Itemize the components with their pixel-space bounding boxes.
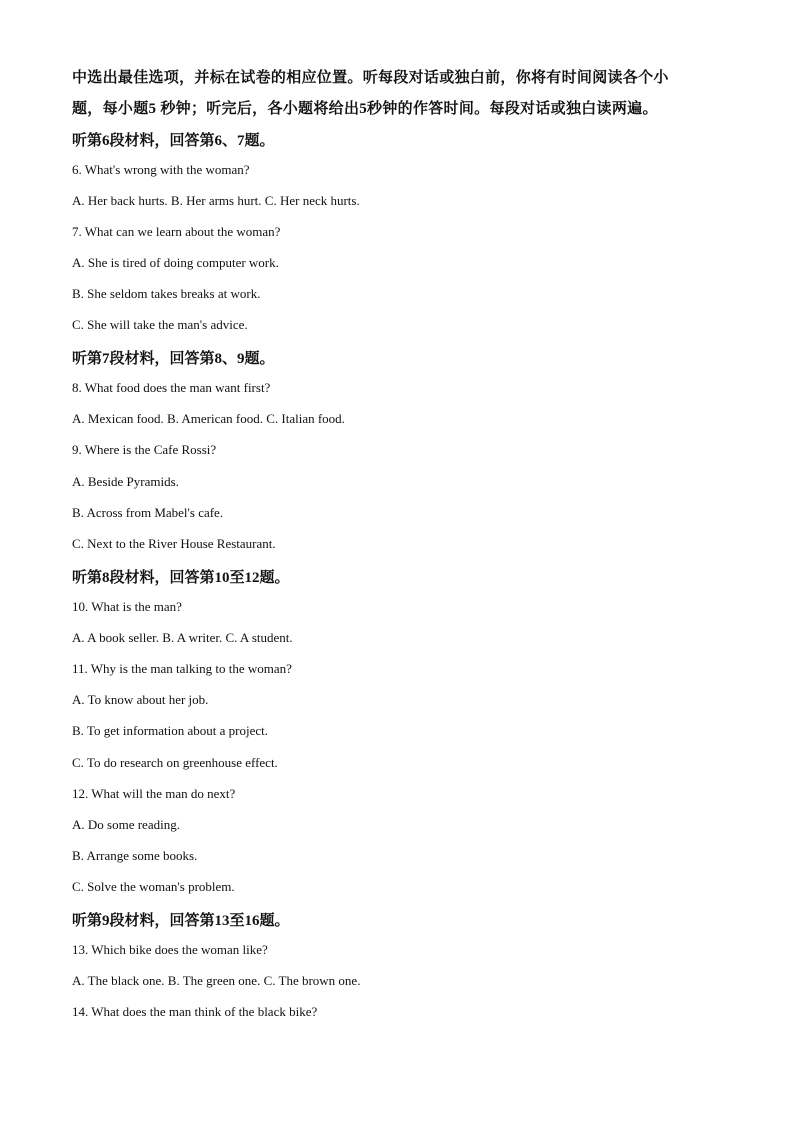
answer-option: B. She seldom takes breaks at work. — [72, 286, 261, 301]
answer-option: C. Solve the woman's problem. — [72, 879, 235, 894]
answer-options: A. The black one. B. The green one. C. The brown one. — [72, 973, 361, 988]
question-text: 13. Which bike does the woman like? — [72, 942, 268, 957]
answer-option: A. She is tired of doing computer work. — [72, 255, 279, 270]
intro-line-2: 题，每小题5 秒钟；听完后，各小题将给出5秒钟的作答时间。每段对话或独白读两遍。 — [72, 101, 658, 117]
question-text: 12. What will the man do next? — [72, 786, 236, 801]
section-heading: 听第7段材料，回答第8、9题。 — [72, 351, 275, 367]
answer-option: A. Beside Pyramids. — [72, 474, 179, 489]
question-text: 8. What food does the man want first? — [72, 380, 271, 395]
answer-option: B. To get information about a project. — [72, 723, 268, 738]
question-text: 9. Where is the Cafe Rossi? — [72, 442, 217, 457]
question-text: 10. What is the man? — [72, 599, 182, 614]
section-heading: 听第9段材料，回答第13至16题。 — [72, 913, 290, 929]
answer-options: A. A book seller. B. A writer. C. A student. — [72, 630, 293, 645]
answer-option: A. Do some reading. — [72, 817, 180, 832]
section-heading: 听第6段材料，回答第6、7题。 — [72, 133, 275, 149]
question-text: 11. Why is the man talking to the woman? — [72, 661, 292, 676]
answer-option: B. Arrange some books. — [72, 848, 198, 863]
answer-option: C. Next to the River House Restaurant. — [72, 536, 276, 551]
question-text: 7. What can we learn about the woman? — [72, 224, 281, 239]
answer-options: A. Mexican food. B. American food. C. Italian food. — [72, 411, 345, 426]
question-text: 6. What's wrong with the woman? — [72, 162, 250, 177]
answer-options: A. Her back hurts. B. Her arms hurt. C. Her neck hurts. — [72, 193, 360, 208]
intro-line-1: 中选出最佳选项，并标在试卷的相应位置。听每段对话或独白前，你将有时间阅读各个小 — [72, 70, 669, 86]
answer-option: C. To do research on greenhouse effect. — [72, 755, 278, 770]
answer-option: C. She will take the man's advice. — [72, 317, 248, 332]
section-heading: 听第8段材料，回答第10至12题。 — [72, 570, 290, 586]
question-text: 14. What does the man think of the black bike? — [72, 1004, 318, 1019]
answer-option: A. To know about her job. — [72, 692, 209, 707]
answer-option: B. Across from Mabel's cafe. — [72, 505, 224, 520]
